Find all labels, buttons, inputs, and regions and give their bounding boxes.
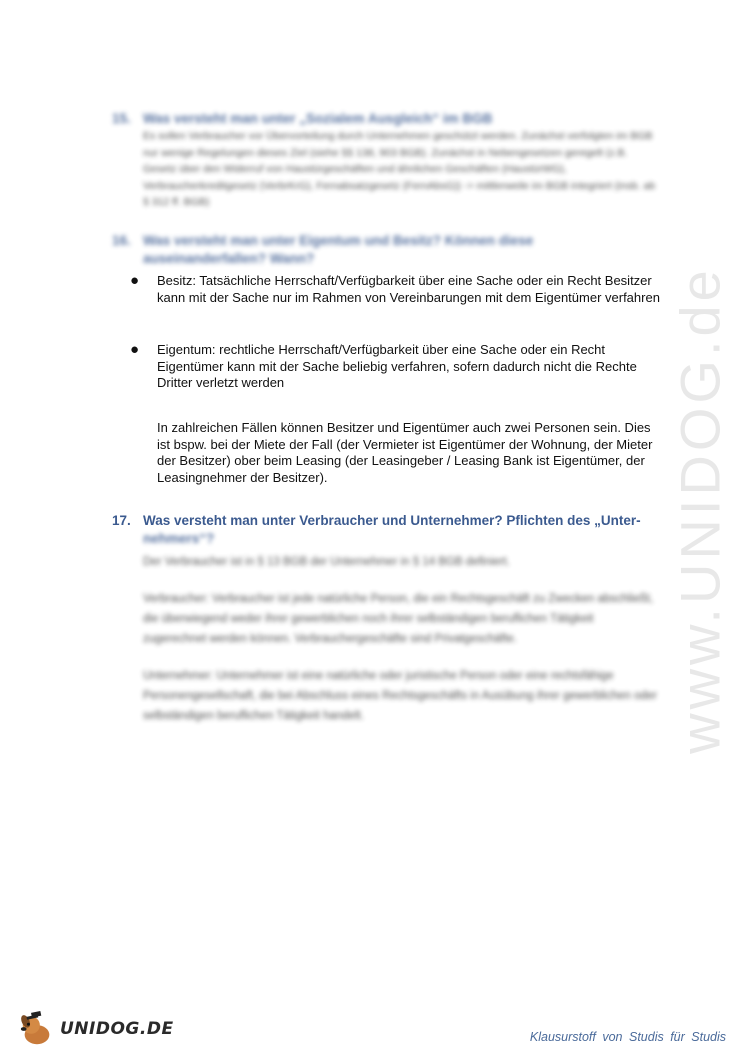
logo-text: UNIDOG.DE [60, 1019, 174, 1039]
list-item-text: Besitz: Tatsächliche Herrschaft/Verfügbarkeit über eine Sache oder ein Recht Besitzer kann mit der Sache nur im Rahmen von Vereinbarungen mit dem Eigentümer verfahren [157, 273, 660, 305]
question-number: 15. [112, 111, 131, 126]
list-item-besitz [130, 273, 660, 306]
question-number: 17. [112, 513, 131, 528]
question-17 [112, 512, 657, 743]
list-item-eigentum [130, 342, 660, 392]
body-paragraph: Verbraucher: Verbraucher ist jede natürliche Person, die ein Rechtsgeschäft zu Zwecken abschließt, die überwiegend weder ihrer gewerblichen noch ihrer selbständigen beruflichen Tätigkeit zugerechnet werden können. Verbrauchergeschäfte sind Privatgeschäfte. [143, 593, 654, 645]
watermark: www.UNIDOG.de [668, 266, 732, 754]
question-heading [112, 232, 657, 268]
body-paragraph: Unternehmer: Unternehmer ist eine natürliche oder juristische Person oder eine rechtsfähige Personengesellschaft, die bei Abschluss eines Rechtsgeschäfts in Ausübung ihrer gewerblichen oder selbständigen beruflichen Tätigkeit handelt. [143, 670, 657, 722]
dog-icon [18, 1010, 56, 1048]
body-paragraph: Der Verbraucher ist in § 13 BGB der Unternehmer in § 14 BGB definiert. [143, 556, 510, 568]
question-15 [112, 110, 657, 211]
bullet-icon: ● [130, 272, 140, 289]
question-title-visible: Was versteht man unter Verbraucher und Unternehmer? Pflichten des „Unter- [143, 513, 641, 528]
question-title-blurred: nehmers“? [143, 531, 215, 546]
unidog-logo[interactable] [18, 1010, 174, 1048]
question-title: Was versteht man unter Eigentum und Besitz? Können diese auseinanderfallen? Wann? [143, 233, 534, 266]
question-title [143, 512, 657, 548]
list-item-text: Eigentum: rechtliche Herrschaft/Verfügbarkeit über eine Sache oder ein Recht Eigentümer kann mit der Sache beliebig verfahren, sofern dadurch nicht die Rechte Dritter verletzt werden [157, 342, 637, 390]
question-16 [112, 232, 657, 268]
question-body [143, 552, 657, 726]
question-title: Was versteht man unter „Sozialem Ausgleich“ im BGB [143, 111, 493, 126]
question-body: Es sollen Verbraucher vor Übervorteilung durch Unternehmen geschützt werden. Zunächst verfolgten im BGB nur wenige Regelungen dieses Ziel (siehe §§ 138, 903 BGB). Zunächst in Nebengesetzen geregelt (z.B. Gesetz über den Widerruf von Haustürgeschäften und ähnlichen Geschäften (HaustürWG), Verbraucherkreditgesetz (VerbrKrG), Fernabsatzgesetz (FernAbsG)) -> mittlerweile im BGB integriert (insb. ab § 312 ff. BGB) [143, 130, 656, 208]
answer-bullet-list [130, 273, 660, 428]
answer-paragraph: In zahlreichen Fällen können Besitzer und Eigentümer auch zwei Personen sein. Dies ist bspw. bei der Miete der Fall (der Vermieter ist Eigentümer der Wohnung, der Mieter der Besitzer) ober beim Leasing (der Leasingeber / Leasing Bank ist Eigentümer, der Leasingnehmer der Besitzer). [157, 420, 653, 485]
question-heading [112, 110, 657, 128]
bullet-icon: ● [130, 341, 140, 358]
footer-tagline: Klausurstoff von Studis für Studis [529, 1030, 726, 1044]
question-heading [112, 512, 657, 548]
question-number: 16. [112, 233, 131, 248]
